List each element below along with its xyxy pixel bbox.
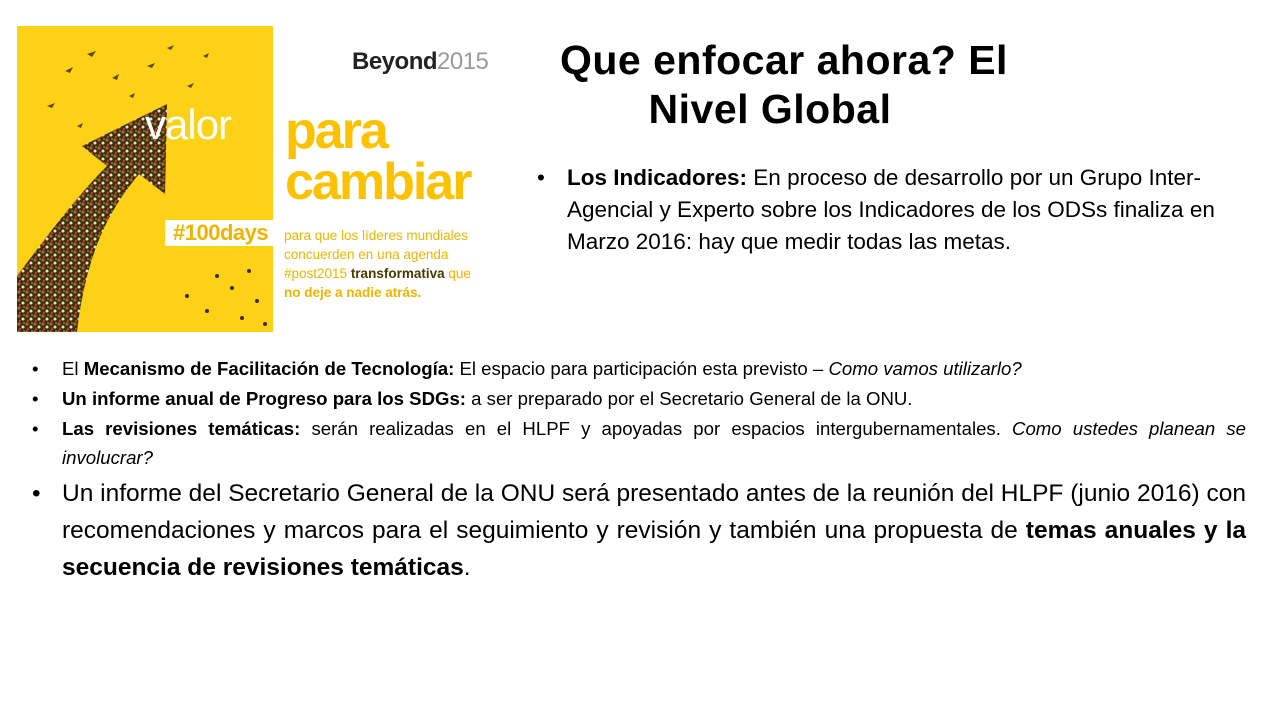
poster-hashtag: #100days [165,220,273,246]
bullet-text: a ser preparado por el Secretario General de la ONU. [466,387,913,409]
slide-title [560,36,1008,134]
bullet-text: serán realizadas en el HLPF y apoyadas por espacios intergubernamentales. [300,417,1013,439]
caption-text: que [444,265,471,281]
beyond2015-logo [352,50,488,74]
bullet-heading: Las revisiones temáticas: [62,417,301,439]
bullet-icon: • [32,417,39,439]
caption-line: no deje a nadie atrás. [284,284,422,300]
bullet-text: Un informe del Secretario General de la ONU será presentado antes de la reunión del HLPF (junio 2016) con recomendaciones y marcos para el seguimiento y revisión y también una propuesta de [62,480,1246,544]
caption-emphasis: transformativa [350,265,445,281]
indicators-bullet-list [537,162,1227,258]
poster-caption [284,227,524,303]
poster-word-valor: valor [145,101,232,148]
brand-part1: Beyond [352,48,438,75]
bullet-icon: • [537,165,545,190]
poster-image [17,26,273,332]
caption-hashtag: #post2015 [284,265,351,281]
brand-part2: 2015 [437,48,489,75]
bullet-icon: • [32,358,39,379]
title-line-2: Nivel Global [648,86,892,133]
poster-headline [285,102,471,211]
bullet-text: . [463,553,471,581]
bullet-text: En proceso de desarrollo por un Grupo Inter-Agencial y Experto sobre los Indicadores de los ODSs finaliza en Marzo 2016: hay que medir todas las metas. [567,165,1215,254]
main-bullet-list [30,354,1246,586]
bullet-text: El [62,358,84,379]
crowd-arrow-graphic [17,26,273,332]
caption-line: concuerden en una agenda [284,246,449,262]
bullet-heading: Los Indicadores: [567,165,748,190]
list-item [30,414,1246,474]
bullet-emphasis: temas anuales y la secuencia de revisiones temáticas [62,516,1246,581]
list-item [537,162,1227,258]
bullet-icon: • [32,480,41,507]
list-item [30,476,1246,586]
caption-line: para que los líderes mundiales [284,228,468,243]
poster-word-cambiar: cambiar [285,152,471,211]
bullet-heading: Un informe anual de Progreso para los SDGs: [62,387,466,409]
bullet-heading: Mecanismo de Facilitación de Tecnología: [83,358,455,379]
bullet-icon: • [32,387,39,409]
poster-word-para: para [285,102,387,160]
bullet-question: Como vamos utilizarlo? [828,358,1022,379]
bullet-text: El espacio para participación esta previsto – [454,358,829,379]
bullet-question: Como ustedes planean se involucrar? [62,417,1246,469]
title-line-1: Que enfocar ahora? El [560,37,1008,83]
list-item [30,354,1246,384]
caption-line [284,265,524,284]
list-item [30,384,1246,414]
